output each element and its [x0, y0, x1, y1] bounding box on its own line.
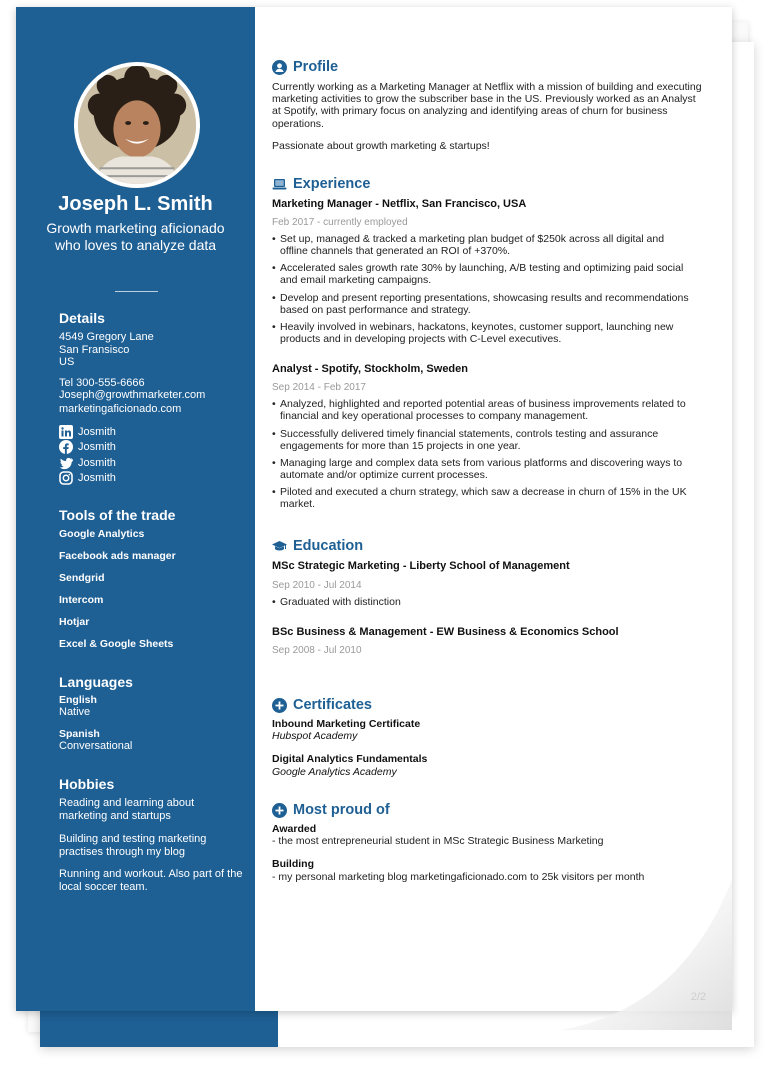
job-bullet: • Heavily involved in webinars, hackatons, keynotes, customer support, launching new products and in developing projects with C-Level executives.: [272, 321, 692, 345]
job-title: Marketing Manager - Netflix, San Francisco, USA: [272, 198, 527, 210]
user-icon: [272, 60, 287, 75]
instagram-icon: [59, 471, 73, 485]
sidebar: [16, 7, 255, 1011]
email-address[interactable]: Joseph@growthmarketer.com: [59, 389, 206, 401]
certificate-issuer: Google Analytics Academy: [272, 766, 397, 778]
certificates-heading: [272, 697, 372, 713]
job-title: Analyst - Spotify, Stockholm, Sweden: [272, 363, 468, 375]
degree-bullet: • Graduated with distinction: [272, 596, 692, 608]
instagram-link[interactable]: [59, 471, 116, 485]
education-heading-text: Education: [293, 538, 364, 554]
plus-circle-icon: [272, 698, 287, 713]
linkedin-icon: [59, 425, 73, 439]
details-heading: Details: [59, 310, 105, 326]
page-curl: [560, 840, 750, 1030]
address-line-2: San Fransisco: [59, 344, 130, 356]
laptop-icon: [272, 177, 287, 192]
languages-heading: Languages: [59, 674, 133, 690]
degree-title: MSc Strategic Marketing - Liberty School of Management: [272, 560, 570, 572]
degree-date: Sep 2010 - Jul 2014: [272, 580, 362, 591]
hobbies-heading: Hobbies: [59, 776, 115, 792]
tool-item: Hotjar: [59, 616, 90, 628]
candidate-tagline: Growth marketing aficionado who loves to analyze data: [46, 220, 225, 253]
job-bullet: • Successfully delivered timely financial statements, controls testing and assurance engagements for more than 15 projects in one year.: [272, 428, 692, 452]
proud-text: - the most entrepreneurial student in MSc Strategic Business Marketing: [272, 835, 604, 847]
job-date: Sep 2014 - Feb 2017: [272, 382, 366, 393]
tool-item: Excel & Google Sheets: [59, 638, 174, 650]
job-bullet: • Accelerated sales growth rate 30% by launching, A/B testing and optimizing paid social and email marketing campaigns.: [272, 262, 692, 286]
linkedin-handle: Josmith: [78, 426, 116, 438]
linkedin-link[interactable]: [59, 425, 116, 439]
degree-title: BSc Business & Management - EW Business & Economics School: [272, 626, 619, 638]
language-level: Conversational: [59, 740, 133, 752]
candidate-name: Joseph L. Smith: [58, 193, 213, 215]
experience-heading: [272, 176, 370, 192]
certificates-heading-text: Certificates: [293, 697, 372, 713]
proud-heading-text: Most proud of: [293, 802, 390, 818]
degree-date: Sep 2008 - Jul 2010: [272, 645, 362, 656]
instagram-handle: Josmith: [78, 472, 116, 484]
hobby-item: Reading and learning about marketing and startups: [59, 797, 195, 822]
certificate-title: Digital Analytics Fundamentals: [272, 753, 428, 765]
tool-item: Google Analytics: [59, 528, 145, 540]
proud-heading: [272, 802, 390, 818]
hobby-item: Running and workout. Also part of the local soccer team.: [59, 868, 243, 893]
tools-heading: Tools of the trade: [59, 507, 176, 523]
hobby-item: Building and testing marketing practises through my blog: [59, 833, 207, 858]
certificate-issuer: Hubspot Academy: [272, 730, 358, 742]
job-bullet: • Analyzed, highlighted and reported potential areas of business improvements related to financial and key operational processes to company management.: [272, 398, 692, 422]
phone-number: Tel 300-555-6666: [59, 377, 145, 389]
twitter-handle: Josmith: [78, 457, 116, 469]
graduation-cap-icon: [272, 539, 287, 554]
tool-item: Intercom: [59, 594, 104, 606]
language-name: Spanish: [59, 728, 100, 740]
tool-item: Sendgrid: [59, 572, 105, 584]
facebook-icon: [59, 440, 73, 454]
avatar: [74, 62, 200, 188]
proud-text: - my personal marketing blog marketingaficionado.com to 25k visitors per month: [272, 871, 645, 883]
profile-text-2: Passionate about growth marketing & startups!: [272, 140, 490, 152]
profile-heading: [272, 59, 338, 75]
job-bullet: • Piloted and executed a churn strategy, which saw a decrease in churn of 15% in the UK market.: [272, 486, 692, 510]
facebook-link[interactable]: [59, 440, 116, 454]
plus-circle-icon: [272, 803, 287, 818]
job-bullet: • Develop and present reporting presentations, showcasing results and recommendations based on past performance and strategy.: [272, 292, 692, 316]
language-level: Native: [59, 706, 91, 718]
website-link[interactable]: marketingaficionado.com: [59, 403, 182, 415]
profile-heading-text: Profile: [293, 59, 339, 75]
language-name: English: [59, 694, 97, 706]
job-bullet: • Set up, managed & tracked a marketing plan budget of $250k across all digital and offline channels that generated an ROI of +370%.: [272, 233, 692, 257]
education-heading: [272, 538, 363, 554]
tool-item: Facebook ads manager: [59, 550, 176, 562]
address-line-1: 4549 Gregory Lane: [59, 331, 154, 343]
profile-text: Currently working as a Marketing Manager at Netflix with a mission of building and executing marketing activities to grow the subscriber base in the US. Previously worked as an Analyst at Spotify, with primary focus on analyzing and identifying areas of churn for business operations.: [272, 81, 702, 130]
twitter-link[interactable]: [59, 456, 116, 470]
facebook-handle: Josmith: [78, 441, 116, 453]
divider: [115, 291, 158, 292]
experience-heading-text: Experience: [293, 176, 371, 192]
certificate-title: Inbound Marketing Certificate: [272, 718, 421, 730]
twitter-icon: [59, 456, 73, 470]
job-bullet: • Managing large and complex data sets from various platforms and discovering ways to automate and/or optimize current processes.: [272, 457, 692, 481]
address-line-3: US: [59, 356, 75, 368]
proud-title: Awarded: [272, 823, 317, 835]
avatar-photo: [78, 66, 196, 184]
job-date: Feb 2017 - currently employed: [272, 217, 408, 228]
proud-title: Building: [272, 858, 314, 870]
